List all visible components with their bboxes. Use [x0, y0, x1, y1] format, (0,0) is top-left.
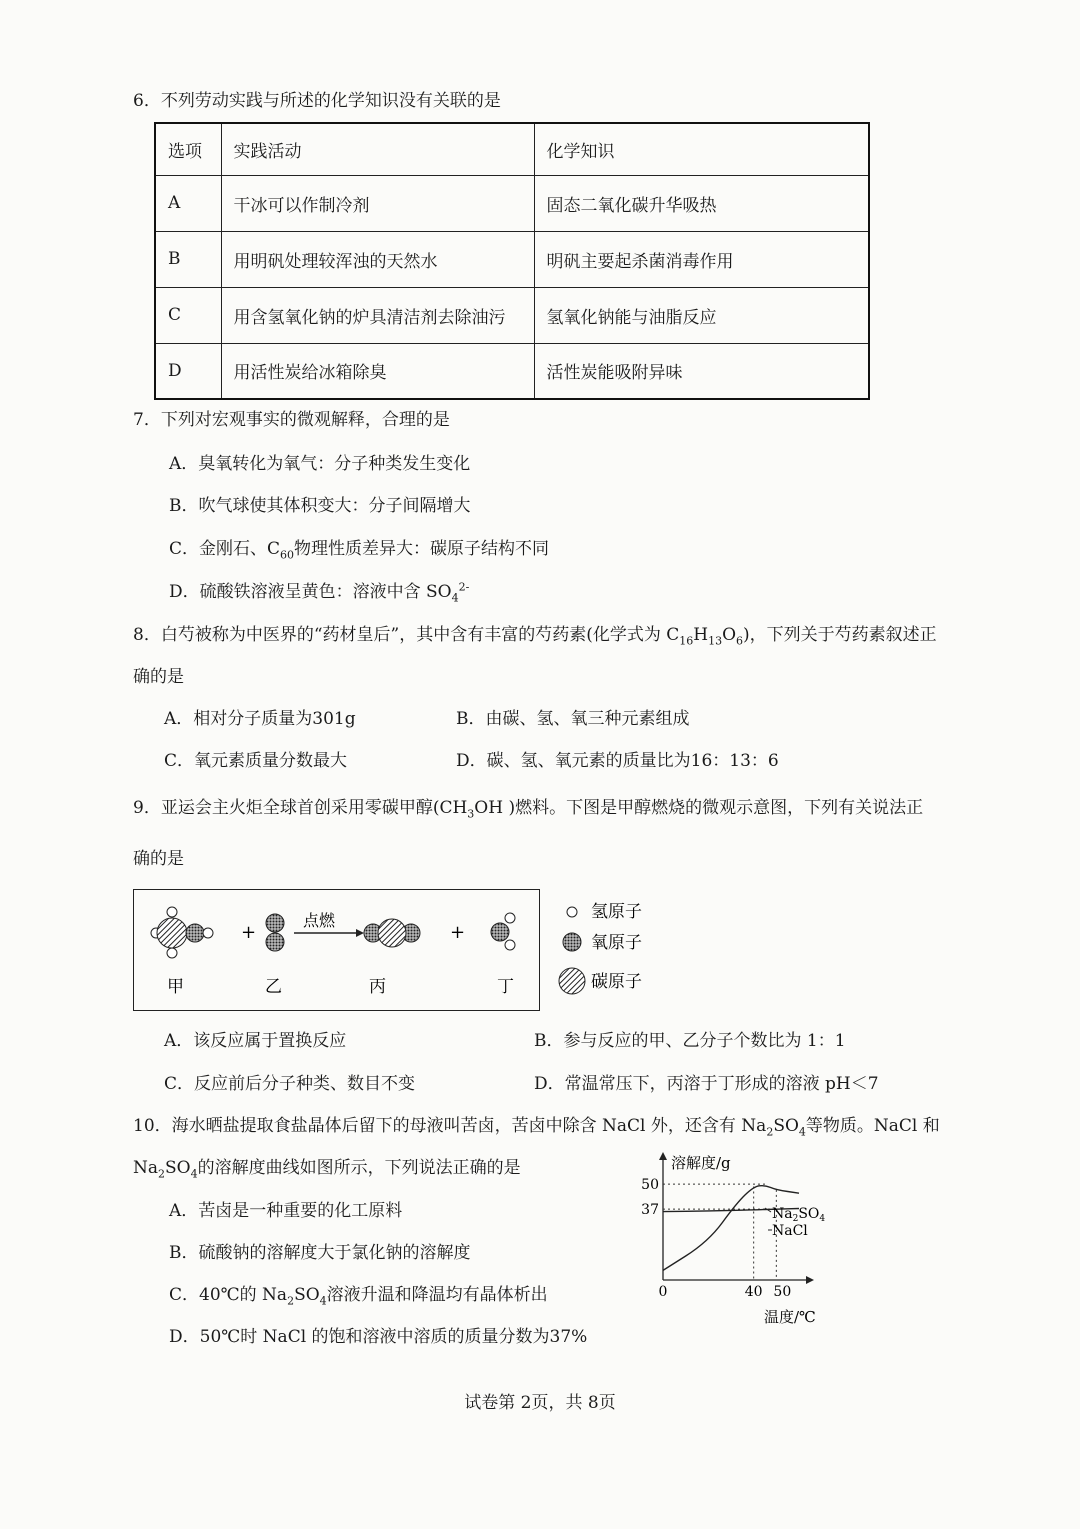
- series-label-na2so4: [772, 1206, 825, 1224]
- q8-stem-line2: 确的是: [133, 667, 184, 687]
- q8-stem-text: )，下列关于芍药素叙述正: [743, 625, 937, 645]
- table-header-cell: 实践活动: [221, 123, 534, 175]
- q10-stem-text: 等物质。NaCl 和: [805, 1116, 940, 1136]
- tick-label: 0: [658, 1284, 668, 1300]
- formula-element: O: [722, 625, 737, 645]
- methanol-molecule: [151, 907, 213, 958]
- arrow-head-icon: [356, 929, 364, 937]
- label-part: Na: [772, 1206, 793, 1222]
- water-molecule: [491, 913, 515, 950]
- reaction-condition: 点燃: [303, 911, 336, 930]
- page-footer: 试卷第 2页，共 8页: [464, 1393, 616, 1413]
- plus-sign: +: [241, 922, 257, 943]
- subscript: 4: [451, 591, 459, 605]
- q7-option-c-text: C．金刚石、C: [169, 539, 281, 559]
- q7-option-c: [169, 537, 549, 561]
- q9-option-d: D．常温常压下，丙溶于丁形成的溶液 pH＜7: [534, 1074, 879, 1094]
- table-header-cell: 选项: [155, 123, 221, 175]
- q10-option-c-text: SO: [294, 1285, 320, 1305]
- table-cell: 用明矾处理较浑浊的天然水: [221, 231, 534, 287]
- subscript: 16: [679, 634, 694, 648]
- tick-label: 50: [641, 1177, 659, 1194]
- q9-stem-line2: 确的是: [133, 849, 184, 869]
- table-cell: 活性炭能吸附异味: [534, 343, 869, 399]
- q10-stem-text: SO: [773, 1116, 799, 1136]
- q7-option-c-text: 物理性质差异大：碳原子结构不同: [294, 539, 550, 559]
- subscript: 4: [190, 1167, 198, 1181]
- q8-option-a: A．相对分子质量为301g: [164, 709, 356, 729]
- table-cell: A: [155, 175, 221, 231]
- label-part: SO: [798, 1206, 820, 1222]
- q10-stem-text: SO: [165, 1158, 191, 1178]
- q7-stem: 7．下列对宏观事实的微观解释，合理的是: [133, 410, 450, 430]
- q10-stem: [133, 1114, 940, 1138]
- q10-stem-text: 的溶解度曲线如图所示，下列说法正确的是: [197, 1158, 521, 1178]
- subscript: 6: [736, 634, 744, 648]
- guide-lines: [663, 1184, 776, 1280]
- atom-legend: [555, 897, 665, 997]
- hydrogen-atom-icon: [567, 907, 577, 917]
- table-row: [155, 231, 869, 287]
- series-label-nacl: NaCl: [772, 1223, 808, 1239]
- q10-option-c: [169, 1283, 548, 1307]
- q9-option-b: B．参与反应的甲、乙分子个数比为 1：1: [534, 1031, 846, 1051]
- y-axis-arrow-icon: [659, 1152, 667, 1160]
- plus-sign: +: [450, 922, 466, 943]
- q10-option-c-text: 溶液升温和降温均有晶体析出: [326, 1285, 548, 1305]
- tick-labels: [641, 1177, 791, 1300]
- subscript: 2: [158, 1167, 166, 1181]
- table-header-cell: 化学知识: [534, 123, 869, 175]
- label-sub: 2: [792, 1214, 799, 1224]
- q8-option-d: D．碳、氢、氧元素的质量比为16：13：6: [456, 751, 779, 771]
- q6-stem: 6．不列劳动实践与所述的化学知识没有关联的是: [133, 91, 501, 111]
- label-sub: 4: [819, 1214, 826, 1224]
- subscript: 60: [280, 548, 295, 562]
- tick-label: 50: [773, 1284, 792, 1300]
- table-cell: C: [155, 287, 221, 343]
- table-row: [155, 343, 869, 399]
- q10-stem-text: Na: [133, 1158, 159, 1178]
- q7-option-a: A．臭氧转化为氧气：分子种类发生变化: [169, 454, 471, 474]
- table-cell: B: [155, 231, 221, 287]
- legend-label: 氧原子: [591, 933, 642, 953]
- superscript: 2-: [458, 580, 470, 594]
- table-cell: 氢氧化钠能与油脂反应: [534, 287, 869, 343]
- q9-stem: [133, 796, 923, 820]
- q10-option-a: A．苦卤是一种重要的化工原料: [169, 1201, 403, 1221]
- reaction-diagram-svg: [134, 890, 539, 1010]
- q7-option-b: B．吹气球使其体积变大：分子间隔增大: [169, 496, 471, 516]
- table-cell: D: [155, 343, 221, 399]
- q8-option-b: B．由碳、氢、氧三种元素组成: [456, 709, 690, 729]
- table-row: [155, 175, 869, 231]
- subscript: 2: [766, 1125, 774, 1139]
- oxygen-molecule: [266, 914, 284, 951]
- carbon-atom-icon: [559, 968, 585, 994]
- legend-label: 碳原子: [591, 972, 642, 992]
- q6-table: [154, 122, 870, 400]
- table-header-row: [155, 123, 869, 175]
- oxygen-atom-icon: [563, 933, 581, 951]
- q8-stem: [133, 623, 937, 647]
- q10-option-d: D．50℃时 NaCl 的饱和溶液中溶质的质量分数为37%: [169, 1327, 588, 1347]
- x-axis-label: 温度/℃: [764, 1308, 816, 1326]
- molecule-label: 甲: [167, 977, 184, 997]
- co2-molecule: [364, 919, 420, 947]
- q9-option-a: A．该反应属于置换反应: [164, 1031, 347, 1051]
- table-cell: 明矾主要起杀菌消毒作用: [534, 231, 869, 287]
- q9-stem-text: OH )燃料。下图是甲醇燃烧的微观示意图，下列有关说法正: [474, 798, 924, 818]
- tick-label: 40: [744, 1284, 763, 1300]
- q7-option-d: [169, 580, 469, 604]
- y-axis-label: 溶解度/g: [671, 1154, 731, 1172]
- table-cell: 固态二氧化碳升华吸热: [534, 175, 869, 231]
- table-row: [155, 287, 869, 343]
- q9-stem-text: 9．亚运会主火炬全球首创采用零碳甲醇(CH: [133, 798, 468, 818]
- subscript: 4: [798, 1125, 806, 1139]
- q8-stem-text: 8．白芍被称为中医界的“药材皇后”，其中含有丰富的芍药素(化学式为 C: [133, 625, 680, 645]
- q8-option-c: C．氧元素质量分数最大: [164, 751, 348, 771]
- molecule-label: 丙: [369, 977, 386, 997]
- q10-option-b: B．硫酸钠的溶解度大于氯化钠的溶解度: [169, 1243, 471, 1263]
- table-cell: 干冰可以作制冷剂: [221, 175, 534, 231]
- subscript: 3: [467, 807, 475, 821]
- q10-option-c-text: C．40℃的 Na: [169, 1285, 288, 1305]
- subscript: 13: [708, 634, 723, 648]
- tick-label: 37: [641, 1202, 659, 1219]
- table-cell: 用含氢氧化钠的炉具清洁剂去除油污: [221, 287, 534, 343]
- q10-stem-line2: [133, 1156, 521, 1180]
- reaction-diagram: [133, 889, 540, 1011]
- formula-element: H: [693, 625, 709, 645]
- q7-option-d-text: D．硫酸铁溶液呈黄色：溶液中含 SO: [169, 582, 452, 602]
- subscript: 4: [319, 1294, 327, 1308]
- q10-stem-text: 10．海水晒盐提取食盐晶体后留下的母液叫苦卤，苦卤中除含 NaCl 外，还含有 Na: [133, 1116, 767, 1136]
- table-cell: 用活性炭给冰箱除臭: [221, 343, 534, 399]
- legend-label: 氢原子: [591, 902, 642, 922]
- molecule-label: 丁: [497, 977, 514, 997]
- subscript: 2: [287, 1294, 295, 1308]
- x-axis-arrow-icon: [806, 1276, 814, 1284]
- solubility-chart: [630, 1150, 830, 1330]
- q9-option-c: C．反应前后分子种类、数目不变: [164, 1074, 416, 1094]
- molecule-label: 乙: [265, 977, 282, 997]
